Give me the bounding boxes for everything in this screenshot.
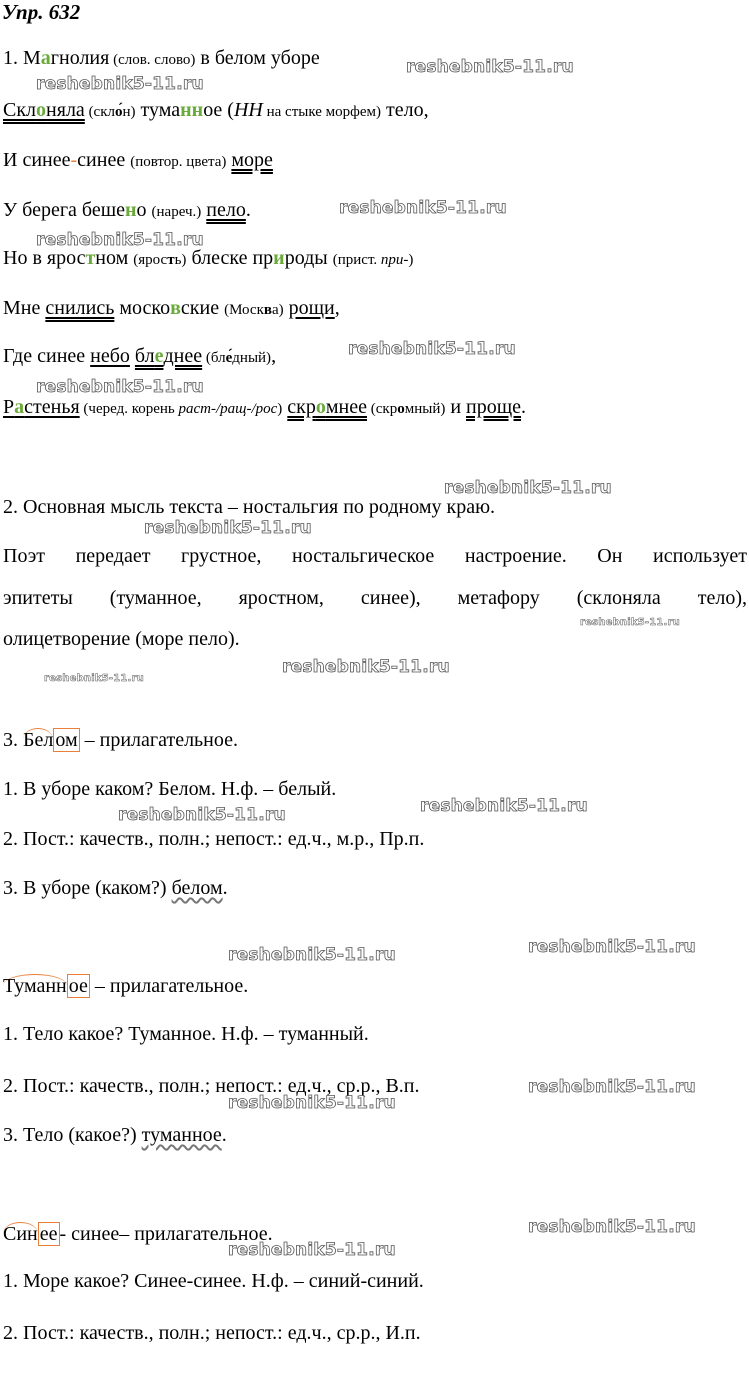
- watermark: reshebnik5-11.ru: [36, 74, 204, 94]
- ending-box: ое: [68, 975, 88, 997]
- analysis-tumannoe-item-2: 2. Пост.: качеств., полн.; непост.: ед.ч., ср.р., В.п.: [3, 1075, 420, 1097]
- watermark: reshebnik5-11.ru: [228, 1093, 396, 1113]
- analysis-tumannoe-item-1: 1. Тело какое? Туманное. Н.ф. – туманный.: [3, 1023, 369, 1045]
- ending-box: ом: [55, 729, 78, 751]
- analysis-sinee-item-1: 1. Море какое? Синее-синее. Н.ф. – синий-синий.: [3, 1270, 424, 1292]
- watermark: reshebnik5-11.ru: [36, 377, 204, 397]
- watermark: reshebnik5-11.ru: [228, 1240, 396, 1260]
- watermark: reshebnik5-11.ru: [282, 657, 450, 677]
- watermark: reshebnik5-11.ru: [36, 230, 204, 250]
- analysis-belom-item-1: 1. В уборе каком? Белом. Н.ф. – белый.: [3, 778, 337, 800]
- poem-line-1: 1. Магнолия (слов. слово) в белом уборе: [3, 47, 320, 69]
- poem-line-6: Мне снились московские (Москва) рощи,: [3, 297, 340, 319]
- watermark: reshebnik5-11.ru: [406, 57, 574, 77]
- poem-line-4: У берега бешено (нареч.) пело.: [3, 199, 251, 221]
- poem-line-7: Где синее небо бледнее (бле́дный),: [3, 345, 277, 367]
- watermark: reshebnik5-11.ru: [420, 796, 588, 816]
- watermark: reshebnik5-11.ru: [118, 805, 286, 825]
- analysis-belom-item-3: 3. В уборе (каком?) белом.: [3, 877, 228, 899]
- poem-line-2: Склоняла (скло́н) туманное (НН на стыке морфем) тело,: [3, 99, 429, 121]
- section-2-paragraph-line-1: Поэт передает грустное, ностальгическое настроение. Он использует: [3, 545, 747, 567]
- watermark: reshebnik5-11.ru: [580, 617, 680, 628]
- section-2-paragraph-line-2: эпитеты (туманное, яростном, синее), метафору (склоняла тело),: [3, 587, 747, 609]
- analysis-sinee-item-2: 2. Пост.: качеств., полн.; непост.: ед.ч., ср.р., И.п.: [3, 1322, 421, 1344]
- word-sklonyala: Склоняла: [3, 99, 85, 121]
- watermark: reshebnik5-11.ru: [528, 937, 696, 957]
- watermark: reshebnik5-11.ru: [144, 518, 312, 538]
- analysis-tumannoe-heading: Туманн ое – прилагательное.: [3, 975, 249, 997]
- watermark: reshebnik5-11.ru: [228, 945, 396, 965]
- poem-line-8: Растенья (черед. корень раст-/ращ-/рос) скромнее (скромный) и проще.: [3, 396, 527, 418]
- section-2-paragraph-line-3: олицетворение (море пело).: [3, 628, 240, 650]
- watermark: reshebnik5-11.ru: [528, 1077, 696, 1097]
- ending-box: ее: [39, 1223, 58, 1245]
- watermark: reshebnik5-11.ru: [339, 198, 507, 218]
- analysis-sinee-heading: Син ее - синее– прилагательное.: [3, 1223, 273, 1245]
- analysis-belom-heading: 3. Бел ом – прилагательное.: [3, 729, 238, 751]
- analysis-belom-item-2: 2. Пост.: качеств., полн.; непост.: ед.ч., м.р., Пр.п.: [3, 828, 425, 850]
- watermark: reshebnik5-11.ru: [528, 1217, 696, 1237]
- watermark: reshebnik5-11.ru: [44, 673, 144, 684]
- poem-line-3: И синее-синее (повтор. цвета) море: [3, 149, 273, 171]
- watermark: reshebnik5-11.ru: [444, 478, 612, 498]
- exercise-title: Упр. 632: [2, 0, 81, 24]
- analysis-tumannoe-item-3: 3. Тело (какое?) туманное.: [3, 1124, 227, 1146]
- watermark: reshebnik5-11.ru: [348, 339, 516, 359]
- poem-line-5: Но в яростном (ярость) блеске природы (прист. при-): [3, 247, 414, 269]
- section-2-heading: 2. Основная мысль текста – ностальгия по родному краю.: [3, 496, 496, 518]
